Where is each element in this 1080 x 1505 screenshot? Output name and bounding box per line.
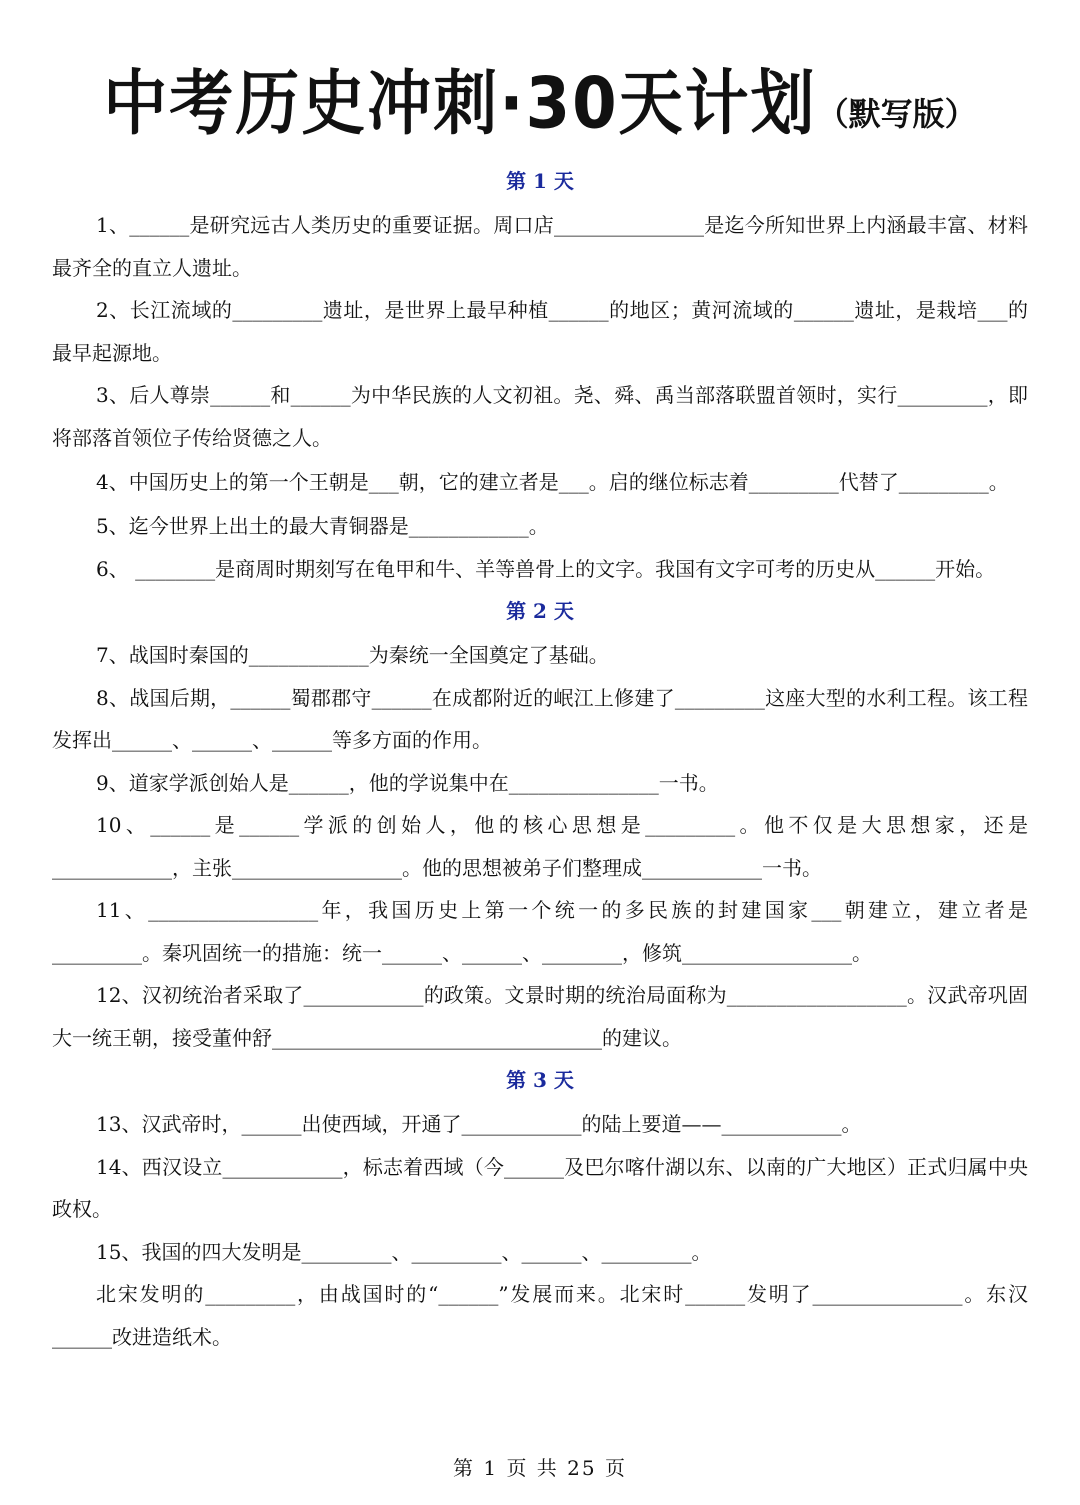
page-number: 第 1 页 共 25 页 xyxy=(453,1456,627,1480)
question-5: 5、迄今世界上出土的最大青铜器是____________。 xyxy=(96,514,549,538)
title-subtitle: （默写版） xyxy=(816,95,977,133)
question-12: 12、汉初统治者采取了____________的政策。文景时期的统治局面称为__________________。汉武帝巩固大一统王朝，接受董仲舒_________________________________的建议。 xyxy=(52,983,1028,1050)
question-8: 8、战国后期，______蜀郡郡守______在成都附近的岷江上修建了_________这座大型的水利工程。该工程发挥出______、______、______等多方面的作用。 xyxy=(52,685,1028,752)
question-13: 13、汉武帝时，______出使西域，开通了____________的陆上要道——____________。 xyxy=(96,1112,862,1136)
question-4: 4、中国历史上的第一个王朝是___朝，它的建立者是___。启的继位标志着_________代替了_________。 xyxy=(96,470,1009,494)
question-1: 1、______是研究远古人类历史的重要证据。周口店_______________是迄今所知世界上内涵最丰富、材料最齐全的直立人遗址。 xyxy=(52,213,1028,280)
question-10: 10、______是______学派的创始人，他的核心思想是_________。他不仅是大思想家，还是____________，主张_________________。他的思想被弟子们整理成____________一书。 xyxy=(52,813,1028,880)
page-title xyxy=(0,52,1080,144)
day-heading-2: 第 2 天 xyxy=(506,599,574,623)
question-15-continued: 北宋发明的_________，由战国时的“______”发展而来。北宋时______发明了_______________。东汉______改进造纸术。 xyxy=(52,1282,1028,1349)
day-heading-3: 第 3 天 xyxy=(506,1068,574,1092)
worksheet-body xyxy=(52,160,1028,1358)
question-14: 14、西汉设立____________，标志着西域（今______及巴尔喀什湖以东、以南的广大地区）正式归属中央政权。 xyxy=(52,1154,1028,1221)
title-main: 中考历史冲刺·30天计划 xyxy=(103,63,817,146)
question-2: 2、长江流域的_________遗址，是世界上最早种植______的地区；黄河流域的______遗址，是栽培___的最早起源地。 xyxy=(52,298,1028,365)
question-6: 6、 ________是商周时期刻写在龟甲和牛、羊等兽骨上的文字。我国有文字可考的历史从______开始。 xyxy=(96,556,996,581)
question-3: 3、后人尊崇______和______为中华民族的人文初祖。尧、舜、禹当部落联盟首领时，实行_________，即将部落首领位子传给贤德之人。 xyxy=(52,383,1028,450)
question-7: 7、战国时秦国的____________为秦统一全国奠定了基础。 xyxy=(96,643,609,667)
question-15: 15、我国的四大发明是_________、_________、______、_________。 xyxy=(96,1239,712,1264)
question-11: 11、_________________年，我国历史上第一个统一的多民族的封建国家___朝建立，建立者是_________。秦巩固统一的措施：统一______、______、________，修筑_________________。 xyxy=(52,898,1028,965)
day-heading-1: 第 1 天 xyxy=(506,169,574,193)
question-9: 9、道家学派创始人是______，他的学说集中在_______________一书。 xyxy=(96,770,719,795)
